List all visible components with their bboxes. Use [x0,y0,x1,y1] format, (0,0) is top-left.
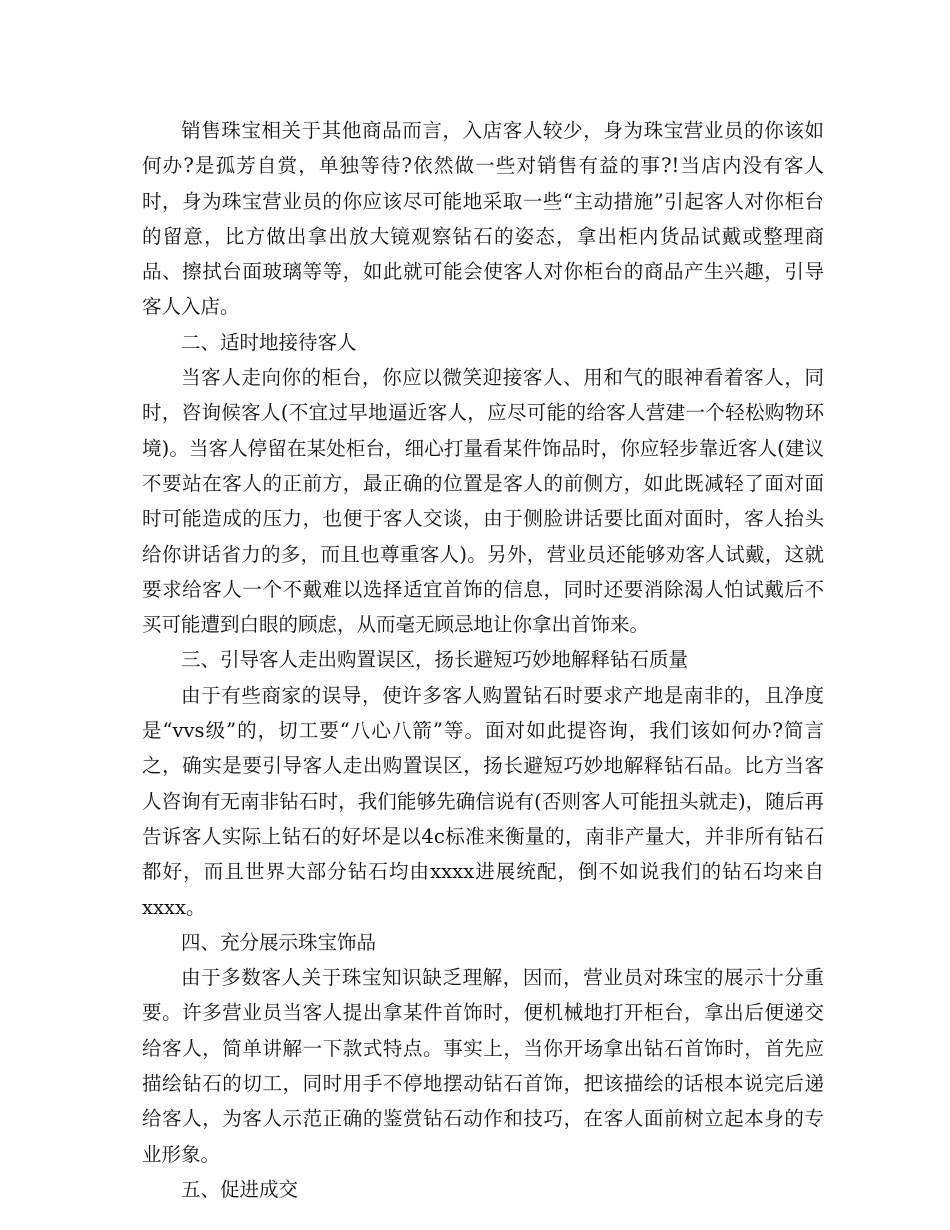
document-page [142,113,824,1207]
section-paragraph-3: 由于有些商家的误导，使许多客人购置钻石时要求产地是南非的，且净度是“vvs级”的，切工要“八心八箭”等。面对如此提咨询，我们该如何办?简言之，确实是要引导客人走出购置误区，扬长避短巧妙地解释钻石品。比方当客人咨询有无南非钻石时，我们能够先确信说有(否则客人可能扭头就走)，随后再告诉客人实际上钻石的好坏是以4c标准来衡量的，南非产量大，并非所有钻石都好，而且世界大部分钻石均由xxxx进展统配，倒不如说我们的钻石均来自xxxx。 [142,683,824,919]
section-paragraph-4: 由于多数客人关于珠宝知识缺乏理解，因而，营业员对珠宝的展示十分重要。许多营业员当客人提出拿某件首饰时，便机械地打开柜台，拿出后便递交给客人，简单讲解一下款式特点。事实上，当你开场拿出钻石首饰时，首先应描绘钻石的切工，同时用手不停地摆动钻石首饰，把该描绘的话根本说完后递给客人，为客人示范正确的鉴赏钻石动作和技巧，在客人面前树立起本身的专业形象。 [142,966,824,1166]
section-heading-4: 四、充分展示珠宝饰品 [181,930,377,954]
intro-paragraph: 销售珠宝相关于其他商品而言，入店客人较少，身为珠宝营业员的你该如何办?是孤芳自赏，单独等待?依然做一些对销售有益的事?!当店内没有客人时，身为珠宝营业员的你应该尽可能地采取一些“主动措施”引起客人对你柜台的留意，比方做出拿出放大镜观察钻石的姿态，拿出柜内货品试戴或整理商品、擦拭台面玻璃等等，如此就可能会使客人对你柜台的商品产生兴趣，引导客人入店。 [142,119,824,319]
section-heading-2: 二、适时地接待客人 [181,330,357,354]
section-heading-5: 五、促进成交 [181,1177,299,1201]
section-paragraph-2: 当客人走向你的柜台，你应以微笑迎接客人、用和气的眼神看着客人，同时，咨询候客人(不宜过早地逼近客人，应尽可能的给客人营建一个轻松购物环境)。当客人停留在某处柜台，细心打量看某件饰品时，你应轻步靠近客人(建议不要站在客人的正前方，最正确的位置是客人的前侧方，如此既减轻了面对面时可能造成的压力，也便于客人交谈，由于侧脸讲话要比面对面时，客人抬头给你讲话省力的多，而且也尊重客人)。另外，营业员还能够劝客人试戴，这就要求给客人一个不戴难以选择适宜首饰的信息，同时还要消除渴人怕试戴后不买可能遭到白眼的顾虑，从而毫无顾忌地让你拿出首饰来。 [142,366,824,637]
section-heading-3: 三、引导客人走出购置误区，扬长避短巧妙地解释钻石质量 [181,648,689,672]
